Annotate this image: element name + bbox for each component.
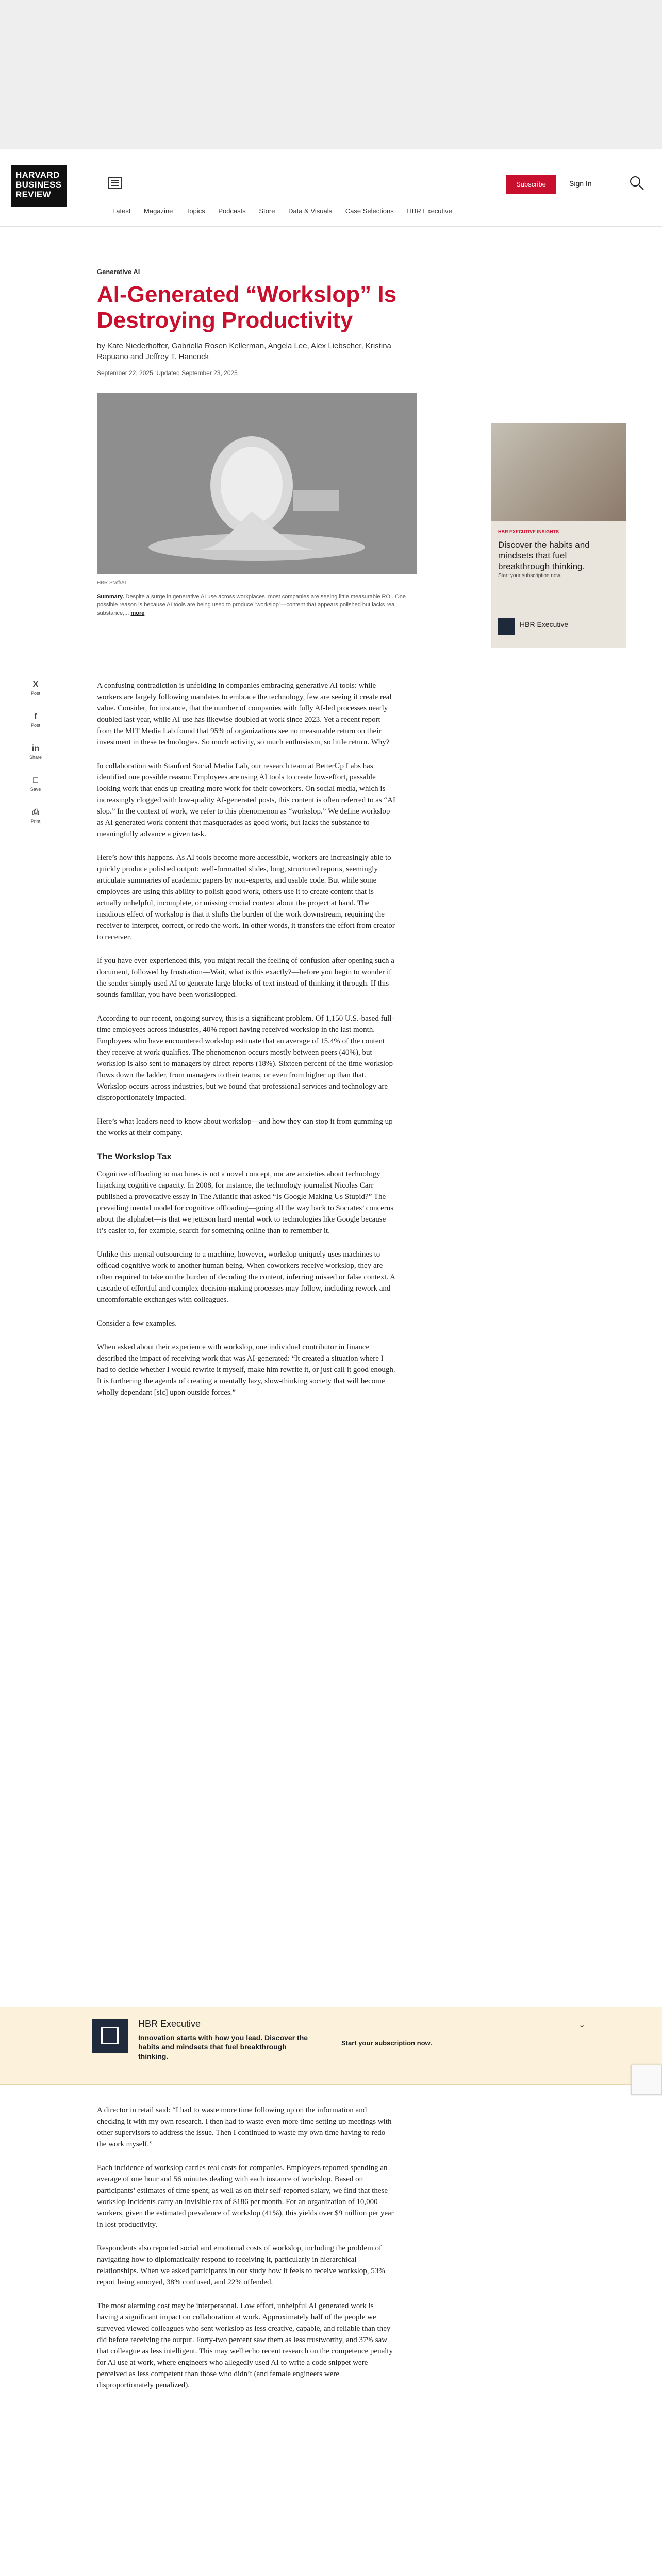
melting-lightbulb-illustration [97,393,417,574]
paragraph: Cognitive offloading to machines is not a novel concept, nor are anxieties about technology hijacking cognitive capacity. In 2008, for instance, the technology journalist Nicolas Carr published a provocative essay in The Atlantic that asked “Is Google Making Us Stupid?” The prevailing mental model for cognitive offloading—going all the way back to Socrates’ concerns about the alphabet—is that we jettison hard mental work to technologies like Google because it’s easier to, for example, search for something online than to remember it. [97,1170,394,1235]
section-heading: The Workslop Tax [97,1151,172,1161]
article-header [97,268,417,377]
nav-latest[interactable]: Latest [112,207,131,215]
save-article[interactable]: □ Save [27,776,44,808]
paragraph: Each incidence of workslop carries real costs for companies. Employees reported spending an average of one hour and 56 minutes dealing with each instance of workslop. Based on participants’ estimates of time spent, as well as on their self-reported salary, we find that these workslop incidents carry an invisible tax of $186 per month. For an organization of 10,000 workers, given the estimated prevalence of workslop (41%), this yields over $9 million per year in lost productivity. [97,2164,394,2229]
share-x[interactable]: X Post [27,680,44,712]
paragraph: A confusing contradiction is unfolding in companies embracing generative AI tools: while workers are largely following mandates to embrace the technology, few are seeing it create real value. Consider, for instance, that the number of companies with fully AI-led processes nearly doubled last year, while AI use has likewise doubled at work since 2023. Yet a recent report from the MIT Media Lab found that 95% of organizations see no measurable return on their investment in these technologies. So much activity, so much enthusiasm, so little return. Why? [97,682,392,747]
paragraph: Unlike this mental outsourcing to a machine, however, workslop uniquely uses machines to offload cognitive work to another human being. When coworkers receive workslop, they are often required to take on the burden of decoding the content, inferring missed or false context. A cascade of effortful and complex decision-making processes may follow, including rework and uncomfortable exchanges with colleagues. [97,1250,395,1304]
nav-case-selections[interactable]: Case Selections [345,207,394,215]
search-icon[interactable] [629,175,644,191]
summary-more-link[interactable]: more [130,610,145,616]
hbr-logo[interactable]: HARVARD BUSINESS REVIEW [11,165,67,207]
ad-placeholder-band [0,0,662,149]
hero-image [97,393,417,574]
ad-photo [491,423,626,521]
article-body-part2 [97,2105,396,2403]
paragraph: A director in retail said: “I had to waste more time following up on the information and checking it with my own research. I then had to waste even more time setting up meetings with other supervisors to address the issue. Then I continued to waste my own time having to redo the work myself.” [97,2106,392,2148]
ad-brand: HBR Executive [520,620,569,629]
paragraph: If you have ever experienced this, you might recall the feeling of confusion after opening such a document, followed by frustration—Wait, what is this exactly?—before you begin to wonder if the sender simply used AI to generate large blocks of text instead of thinking it through. If this sounds familiar, you have been workslopped. [97,957,394,999]
paragraph: When asked about their experience with workslop, one individual contributor in finance described the impact of receiving work that was AI-generated: “It created a situation where I had to decide whether I would rewrite it myself, make him rewrite it, or just call it good enough. It is furthering the agenda of creating a mentally lazy, slow-thinking society that will become wholly dependant [sic] upon outside forces.” [97,1343,395,1397]
banner-message: Innovation starts with how you lead. Discover the habits and mindsets that fuel breakthrough thinking. [138,2033,308,2060]
share-facebook[interactable]: f Post [27,712,44,744]
summary-label: Summary. [97,594,124,600]
article-body-part1 [97,680,396,1411]
nav-podcasts[interactable]: Podcasts [218,207,246,215]
share-rail [27,680,44,840]
site-header [0,149,662,227]
print-icon: ⎙ [32,808,39,817]
facebook-icon: f [34,712,37,721]
article-title: AI-Generated “Workslop” Is Destroying Productivity [97,282,397,333]
subscribe-button[interactable]: Subscribe [506,175,556,194]
banner-title: HBR Executive [138,2019,201,2029]
nav-hbr-executive[interactable]: HBR Executive [407,207,452,215]
bookmark-icon: □ [33,776,38,785]
paragraph: Here’s how this happens. As AI tools become more accessible, workers are increasingly able to quickly produce polished output: well-formatted slides, long, structured reports, seemingly articulate summaries of academic papers by non-experts, and usable code. But while some employees are using this ability to polish good work, others use it to create content that is actually unhelpful, incomplete, or missing crucial context about the project at hand. The insidious effect of workslop is that it shifts the burden of the work downstream, requiring the receiver to interpret, correct, or redo the work. In other words, it transfers the effort from creator to receiver. [97,854,395,941]
banner-subscribe-link[interactable]: Start your subscription now. [341,2039,432,2047]
sidebar-ad[interactable] [491,423,626,648]
nav-data-visuals[interactable]: Data & Visuals [288,207,333,215]
article-summary [97,592,417,617]
hbr-executive-logo [498,618,515,635]
menu-icon[interactable] [108,177,122,189]
nav-topics[interactable]: Topics [186,207,205,215]
signin-link[interactable]: Sign In [569,179,592,188]
article-authors[interactable]: by Kate Niederhoffer, Gabriella Rosen Kellerman, Angela Lee, Alex Liebscher, Kristina Rapuano and Jeffrey T. Hancock [97,342,391,361]
paragraph: In collaboration with Stanford Social Media Lab, our research team at BetterUp Labs has identified one possible reason: Employees are using AI tools to create low-effort, passable looking work that ends up creating more work for their coworkers. On social media, which is increasingly clogged with low-quality AI-generated posts, this content is often referred to as “AI slop.” In the context of work, we refer to this phenomenon as “workslop.” We define workslop as AI generated work content that masquerades as good work, but lacks the substance to meaningfully advance a given task. [97,762,395,838]
x-icon: X [32,680,39,689]
linkedin-icon: in [31,744,40,753]
ad-cta[interactable]: Start your subscription now. [498,573,561,579]
chevron-down-icon[interactable]: ⌄ [578,2021,586,2029]
ad-headline: Discover the habits and mindsets that fuel breakthrough thinking. [498,540,590,571]
image-credit: HBR Staff/AI [97,580,126,586]
paragraph: Here’s what leaders need to know about workslop—and how they can stop it from gumming up the works at their company. [97,1117,393,1137]
paragraph: Consider a few examples. [97,1319,177,1328]
article-date: September 22, 2025, Updated September 23, 2025 [97,369,238,377]
hbr-executive-banner [0,2007,662,2085]
paragraph: According to our recent, ongoing survey, this is a significant problem. Of 1,150 U.S.-based full-time employees across industries, 40% report having received workslop in the last month. Employees who have encountered workslop estimate that an average of 15.4% of the content they receive at work qualifies. The phenomenon occurs mostly between peers (40%), but workslop is also sent to managers by direct reports (18%). Sixteen percent of the time workslop flows down the ladder, from managers to their teams, or even from higher up than that. Workslop occurs across industries, but we found that professional services and technology are disproportionately impacted. [97,1014,394,1102]
share-linkedin[interactable]: in Share [27,744,44,776]
nav-magazine[interactable]: Magazine [144,207,173,215]
recaptcha-badge[interactable] [631,2065,662,2095]
nav-store[interactable]: Store [259,207,275,215]
summary-text: Despite a surge in generative AI use across workplaces, most companies are seeing little measurable ROI. One possible reason is because AI tools are being used to produce “workslop”—content that appears polished but lacks real substance,... [97,594,406,616]
paragraph: The most alarming cost may be interpersonal. Low effort, unhelpful AI generated work is having a significant impact on collaboration at work. Approximately half of the people we surveyed viewed colleagues who sent workslop as less creative, capable, and reliable than they did before receiving the output. Forty-two percent saw them as less trustworthy, and 37% saw that colleague as less intelligent. This may well echo recent research on the competence penalty for AI use at work, where engineers who allegedly used AI to write a code snippet were perceived as less competent than those who didn’t (and female engineers were disproportionately penalized). [97,2302,393,2389]
hbr-executive-banner-logo [92,2019,128,2053]
main-nav [112,207,464,215]
paragraph: Respondents also reported social and emotional costs of workslop, including the problem of navigating how to diplomatically respond to receiving it, particularly in hierarchical relationships. When we asked participants in our study how it feels to receive workslop, 53% report being annoyed, 38% confused, and 22% offended. [97,2244,385,2286]
article-category[interactable]: Generative AI [97,268,140,276]
print-article[interactable]: ⎙ Print [27,808,44,840]
ad-eyebrow: HBR EXECUTIVE INSIGHTS [498,529,559,534]
